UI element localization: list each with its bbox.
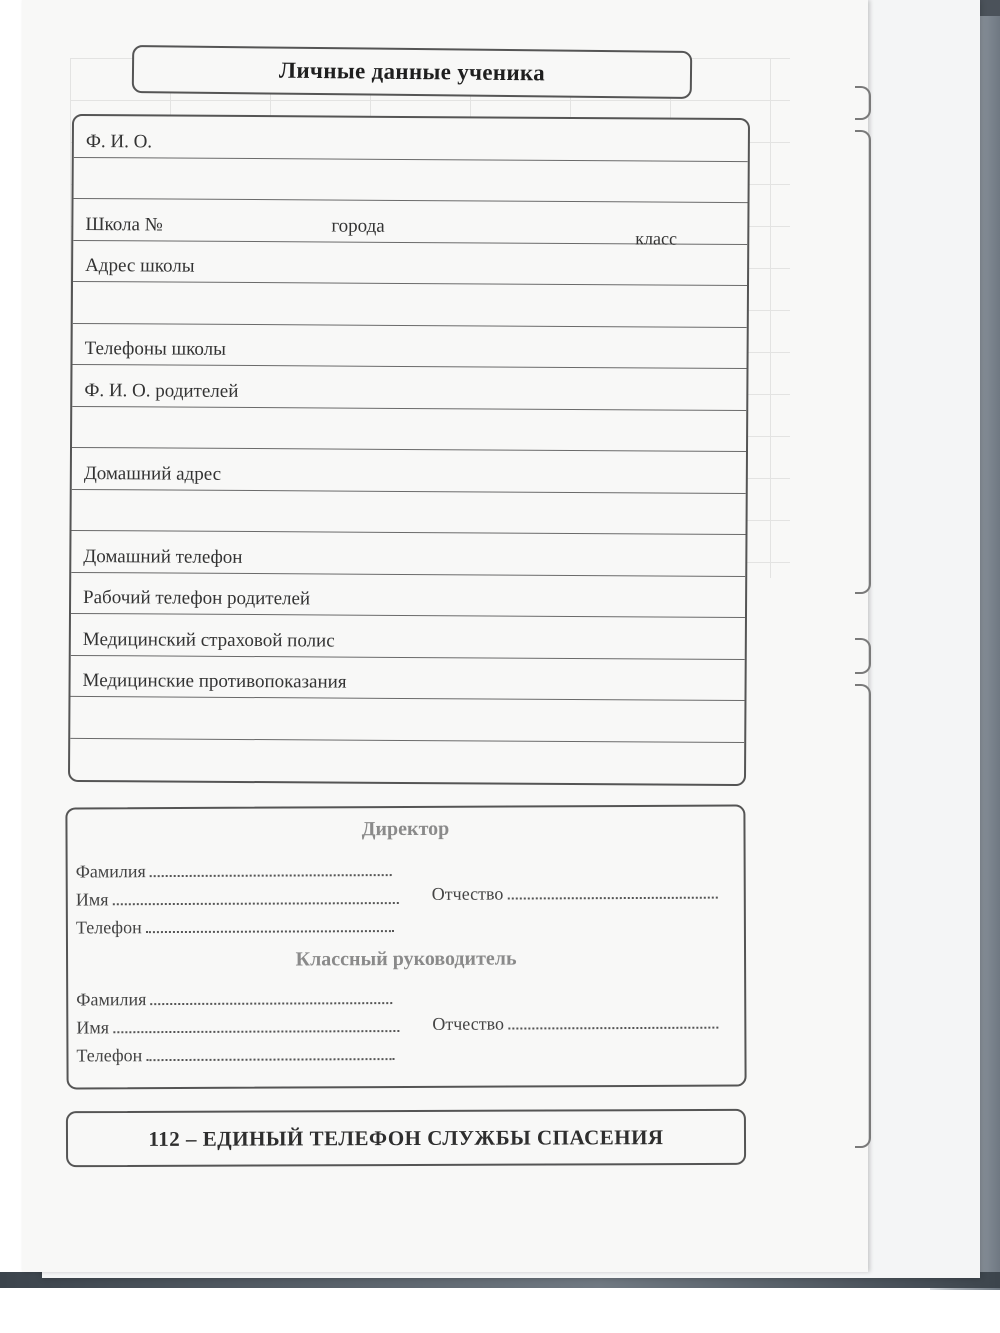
fill-line bbox=[508, 1013, 718, 1030]
director-heading: Директор bbox=[361, 817, 450, 841]
field-label: Фамилия bbox=[76, 989, 147, 1010]
field-label: Фамилия bbox=[75, 861, 146, 882]
page-title-box bbox=[132, 45, 692, 99]
director-patronymic-field[interactable] bbox=[432, 883, 718, 905]
field-label: Рабочий телефон родителей bbox=[83, 587, 311, 610]
director-name-field[interactable] bbox=[76, 888, 399, 910]
director-phone-field[interactable] bbox=[76, 916, 394, 938]
fill-line bbox=[150, 988, 392, 1005]
field-label: Отчество bbox=[431, 883, 504, 904]
form-row-insurance-policy[interactable] bbox=[71, 614, 745, 660]
field-label: Домашний телефон bbox=[83, 545, 243, 568]
teacher-name-field[interactable] bbox=[76, 1016, 399, 1038]
form-row-home-phone[interactable] bbox=[71, 531, 745, 577]
field-label: Медицинский страховой полис bbox=[82, 628, 335, 652]
field-label: Телефон bbox=[76, 1045, 143, 1066]
form-row-school[interactable] bbox=[73, 199, 747, 249]
form-row-blank[interactable] bbox=[71, 489, 745, 535]
field-label: Телефон bbox=[75, 917, 142, 938]
page-edge-bracket bbox=[855, 684, 871, 1148]
field-label: Телефоны школы bbox=[84, 338, 227, 360]
director-surname-field[interactable] bbox=[76, 860, 392, 882]
field-label: Имя bbox=[75, 889, 109, 910]
field-label: Домашний адрес bbox=[83, 462, 222, 485]
form-row-school-phones[interactable] bbox=[73, 323, 747, 369]
fill-line bbox=[150, 860, 392, 877]
form-row-blank[interactable] bbox=[72, 406, 746, 452]
form-row-blank[interactable] bbox=[74, 157, 748, 203]
field-label-city: города bbox=[331, 215, 385, 237]
emergency-text: 112 – ЕДИНЫЙ ТЕЛЕФОН СЛУЖБЫ СПАСЕНИЯ bbox=[148, 1124, 664, 1151]
fill-line bbox=[146, 916, 394, 933]
fill-line bbox=[146, 1044, 394, 1061]
page-edge-bracket bbox=[855, 86, 871, 120]
page-edge-bracket bbox=[855, 130, 871, 594]
class-teacher-heading: Классный руководитель bbox=[295, 947, 517, 971]
field-label: Медицинские противопоказания bbox=[82, 670, 347, 693]
form-row-full-name[interactable] bbox=[74, 116, 748, 162]
fill-line bbox=[113, 1016, 399, 1033]
student-info-form bbox=[68, 114, 750, 786]
form-row-parents-name[interactable] bbox=[72, 365, 746, 411]
field-label: Ф. И. О. bbox=[85, 130, 153, 152]
form-row-school-address[interactable] bbox=[73, 240, 747, 286]
form-row-blank[interactable] bbox=[70, 697, 744, 743]
teacher-phone-field[interactable] bbox=[76, 1044, 394, 1066]
field-label: Имя bbox=[76, 1017, 110, 1038]
page-edge-bracket bbox=[855, 638, 871, 674]
field-label: Ф. И. О. родителей bbox=[84, 379, 239, 402]
staff-contacts-box bbox=[65, 805, 746, 1090]
field-label: Отчество bbox=[432, 1013, 504, 1034]
form-row-home-address[interactable] bbox=[72, 448, 746, 494]
emergency-banner bbox=[66, 1109, 746, 1167]
form-row-parents-work-phone[interactable] bbox=[71, 572, 745, 618]
fill-line bbox=[507, 883, 717, 900]
field-label-class: класс bbox=[635, 227, 678, 249]
field-label-school: Школа № bbox=[85, 213, 163, 235]
teacher-surname-field[interactable] bbox=[76, 988, 392, 1010]
form-row-blank[interactable] bbox=[73, 282, 747, 328]
field-label: Адрес школы bbox=[85, 255, 195, 277]
form-row-blank[interactable] bbox=[70, 738, 744, 784]
teacher-patronymic-field[interactable] bbox=[432, 1013, 718, 1035]
page-title: Личные данные ученика bbox=[278, 57, 546, 86]
fill-line bbox=[112, 888, 398, 905]
form-row-medical-contraindications[interactable] bbox=[70, 655, 744, 701]
